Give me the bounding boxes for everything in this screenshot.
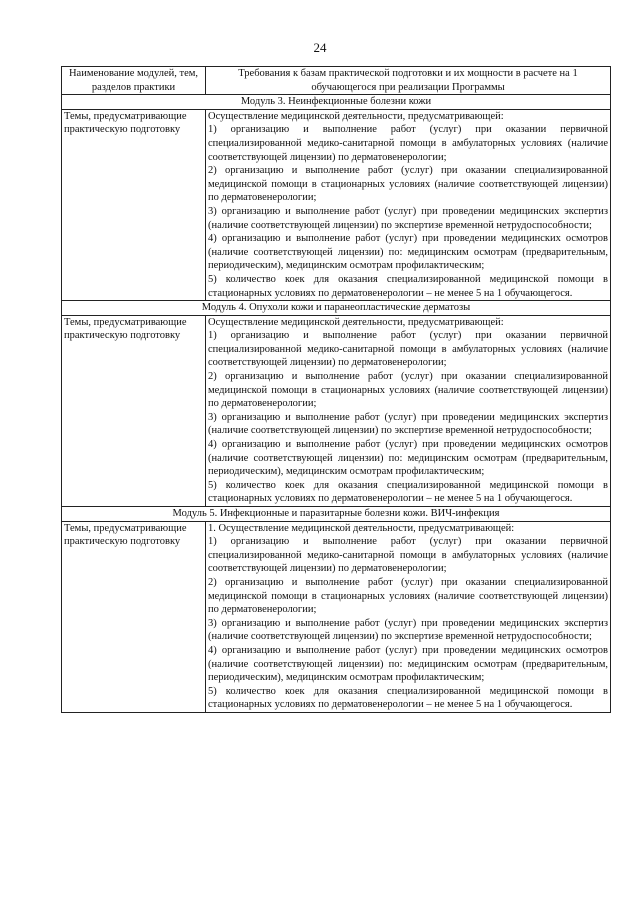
module-4-requirements: [206, 315, 611, 506]
module-content-row: [62, 315, 611, 506]
module-title-row: [62, 301, 611, 316]
module-5-topics-label: Темы, предусматривающие практическую подготовку: [62, 521, 206, 712]
module-4-item-2: 2) организацию и выполнение работ (услуг) при оказании специализированной медицинской помощи в стационарных условиях (наличие соответствующей лицензии) по дерматовенерологии;: [208, 371, 608, 410]
module-5-item-1: 1) организацию и выполнение работ (услуг) при оказании первичной специализированной медико-санитарной помощи в амбулаторных условиях (наличие соответствующей лицензии) по дерматовенерологии;: [208, 536, 608, 575]
module-5-item-3: 3) организацию и выполнение работ (услуг) при проведении медицинских экспертиз (наличие соответствующей лицензии) по экспертизе временной нетрудоспособности;: [208, 617, 608, 643]
header-module-names: Наименование модулей, тем, разделов практики: [62, 67, 206, 95]
practice-base-requirements-table: [61, 66, 611, 713]
module-title-row: [62, 95, 611, 110]
module-3-item-3: 3) организацию и выполнение работ (услуг) при проведении медицинских экспертиз (наличие соответствующей лицензии) по экспертизе временной нетрудоспособности;: [208, 205, 608, 231]
module-content-row: [62, 109, 611, 300]
module-4-topics-label: Темы, предусматривающие практическую подготовку: [62, 315, 206, 506]
module-5-item-4: 4) организацию и выполнение работ (услуг) при проведении медицинских осмотров (наличие соответствующей лицензии) по: медицинским осмотрам (предварительным, периодическим), медицинским осмотрам профилактическим;: [208, 644, 608, 684]
module-4-title: Модуль 4. Опухоли кожи и паранеопластические дерматозы: [62, 301, 611, 316]
module-3-item-2: 2) организацию и выполнение работ (услуг) при оказании специализированной медицинской помощи в стационарных условиях (наличие соответствующей лицензии) по дерматовенерологии;: [208, 165, 608, 204]
module-4-item-4: 4) организацию и выполнение работ (услуг) при проведении медицинских осмотров (наличие соответствующей лицензии) по: медицинским осмотрам (предварительным, периодическим), медицинским осмотрам профилактическим;: [208, 439, 608, 478]
module-4-intro: Осуществление медицинской деятельности, предусматривающей:: [208, 316, 504, 328]
module-5-item-2: 2) организацию и выполнение работ (услуг) при оказании специализированной медицинской помощи в стационарных условиях (наличие соответствующей лицензии) по дерматовенерологии;: [208, 576, 608, 616]
module-3-intro: Осуществление медицинской деятельности, предусматривающей:: [208, 110, 504, 122]
module-3-item-4: 4) организацию и выполнение работ (услуг) при проведении медицинских осмотров (наличие соответствующей лицензии) по: медицинским осмотрам (предварительным, периодическим), медицинским осмотрам профилактическим;: [208, 233, 608, 272]
module-5-intro: 1. Осуществление медицинской деятельности, предусматривающей:: [208, 522, 515, 534]
header-requirements: Требования к базам практической подготовки и их мощности в расчете на 1 обучающегося при реализации Программы: [206, 67, 611, 95]
module-content-row: [62, 521, 611, 712]
module-3-item-1: 1) организацию и выполнение работ (услуг) при оказании первичной специализированной медико-санитарной помощи в амбулаторных условиях (наличие соответствующей лицензии) по дерматовенерологии;: [208, 124, 608, 163]
module-3-requirements: [206, 109, 611, 300]
module-3-title: Модуль 3. Неинфекционные болезни кожи: [62, 95, 611, 110]
module-3-topics-label: Темы, предусматривающие практическую подготовку: [62, 109, 206, 300]
module-5-requirements: [206, 521, 611, 712]
module-3-item-5: 5) количество коек для оказания специализированной медицинской помощи в стационарных условиях по дерматовенерологии – не менее 5 на 1 обучающегося.: [208, 273, 608, 299]
page-number: 24: [313, 40, 327, 55]
module-4-item-3: 3) организацию и выполнение работ (услуг) при проведении медицинских экспертиз (наличие соответствующей лицензии) по экспертизе временной нетрудоспособности;: [208, 411, 608, 437]
module-4-item-5: 5) количество коек для оказания специализированной медицинской помощи в стационарных условиях по дерматовенерологии – не менее 5 на 1 обучающегося.: [208, 479, 608, 505]
table-header-row: [62, 67, 611, 95]
module-5-title: Модуль 5. Инфекционные и паразитарные болезни кожи. ВИЧ-инфекция: [62, 507, 611, 522]
module-title-row: [62, 507, 611, 522]
module-4-item-1: 1) организацию и выполнение работ (услуг) при оказании первичной специализированной медико-санитарной помощи в амбулаторных условиях (наличие соответствующей лицензии) по дерматовенерологии;: [208, 330, 608, 369]
module-5-item-5: 5) количество коек для оказания специализированной медицинской помощи в стационарных условиях по дерматовенерологии – не менее 5 на 1 обучающегося.: [208, 685, 608, 711]
